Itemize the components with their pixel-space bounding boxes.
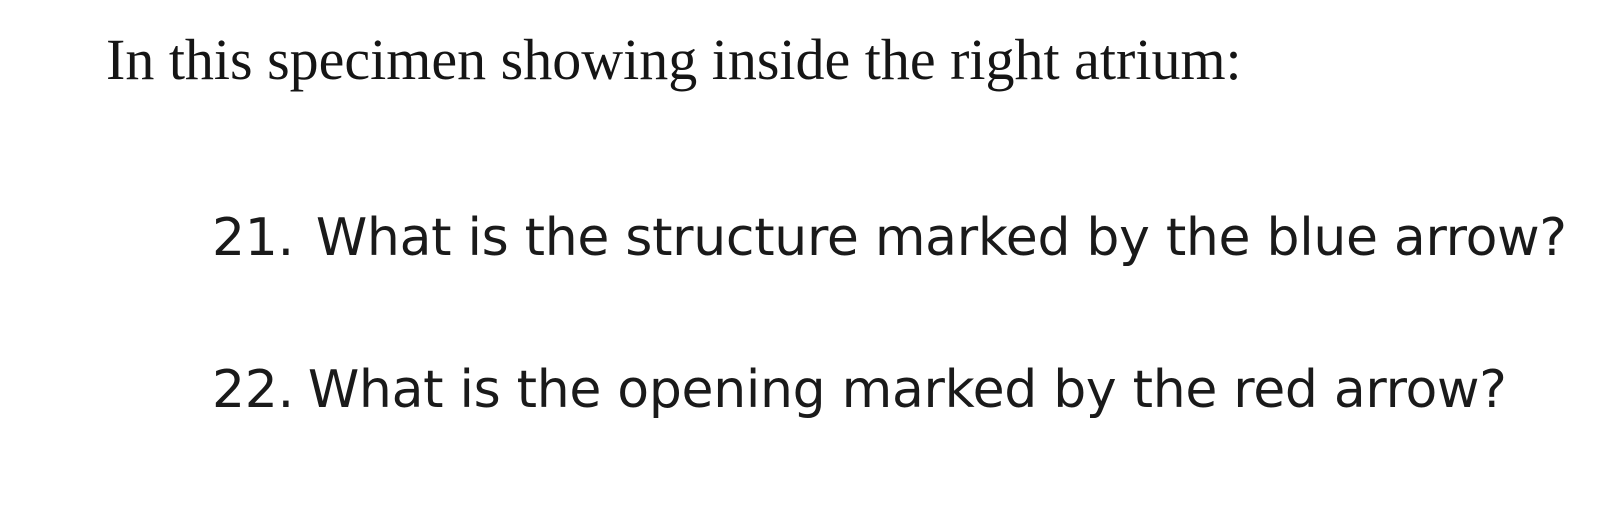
page-heading: In this specimen showing inside the right atrium: [106,27,1242,92]
question-text: What is the structure marked by the blue arrow? [315,208,1567,268]
question-21 [212,210,1567,267]
question-text: What is the opening marked by the red arrow? [307,360,1507,420]
question-number: 21. [212,208,294,268]
question-number: 22. [212,360,294,420]
question-22 [212,362,1507,419]
